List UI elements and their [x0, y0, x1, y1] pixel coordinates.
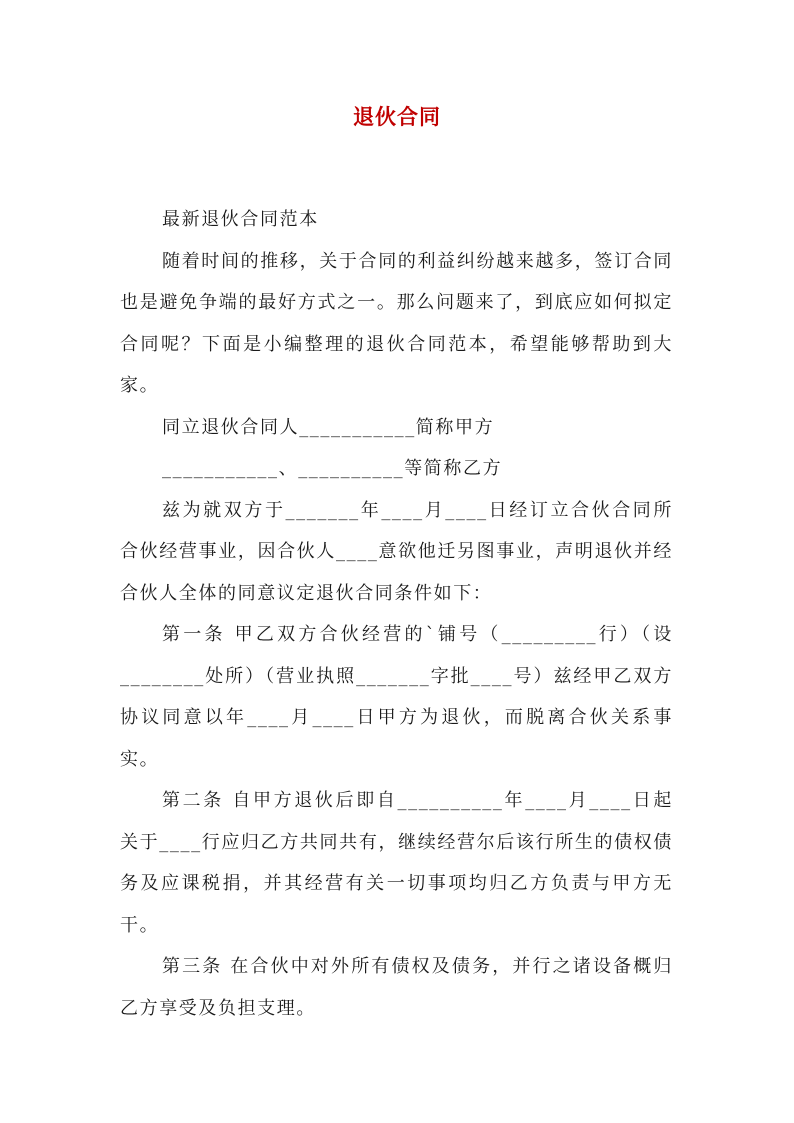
- article-1-paragraph: 第一条 甲乙双方合伙经营的`铺号（_________行）（设________处所）（营业执照_______字批____号）兹经甲乙双方协议同意以年____月____日甲方为退伙，而脱离合伙关系事实。: [120, 624, 673, 770]
- document-title: 退伙合同: [353, 104, 441, 129]
- document-body: [120, 199, 673, 1029]
- party-b-line: ___________、__________等简称乙方: [162, 458, 503, 479]
- party-a-line: 同立退伙合同人___________简称甲方: [162, 416, 495, 438]
- intro-paragraph: 随着时间的推移，关于合同的利益纠纷越来越多，签订合同也是避免争端的最好方式之一。那么问题来了，到底应如何拟定合同呢？下面是小编整理的退伙合同范本，希望能够帮助到大家。: [120, 250, 673, 396]
- article-3-paragraph: 第三条 在合伙中对外所有债权及债务，并行之诸设备概归乙方享受及负担支理。: [120, 956, 673, 1019]
- preamble-paragraph: 兹为就双方于_______年____月____日经订立合伙合同所合伙经营事业，因合伙人____意欲他迁另图事业，声明退伙并经合伙人全体的同意议定退伙合同条件如下：: [120, 499, 673, 604]
- subtitle-paragraph: 最新退伙合同范本: [162, 209, 319, 230]
- article-2-paragraph: 第二条 自甲方退伙后即自__________年____月____日起关于____行应归乙方共同共有，继续经营尔后该行所生的债权债务及应课税捐，并其经营有关一切事项均归乙方负责与甲方无干。: [120, 790, 673, 936]
